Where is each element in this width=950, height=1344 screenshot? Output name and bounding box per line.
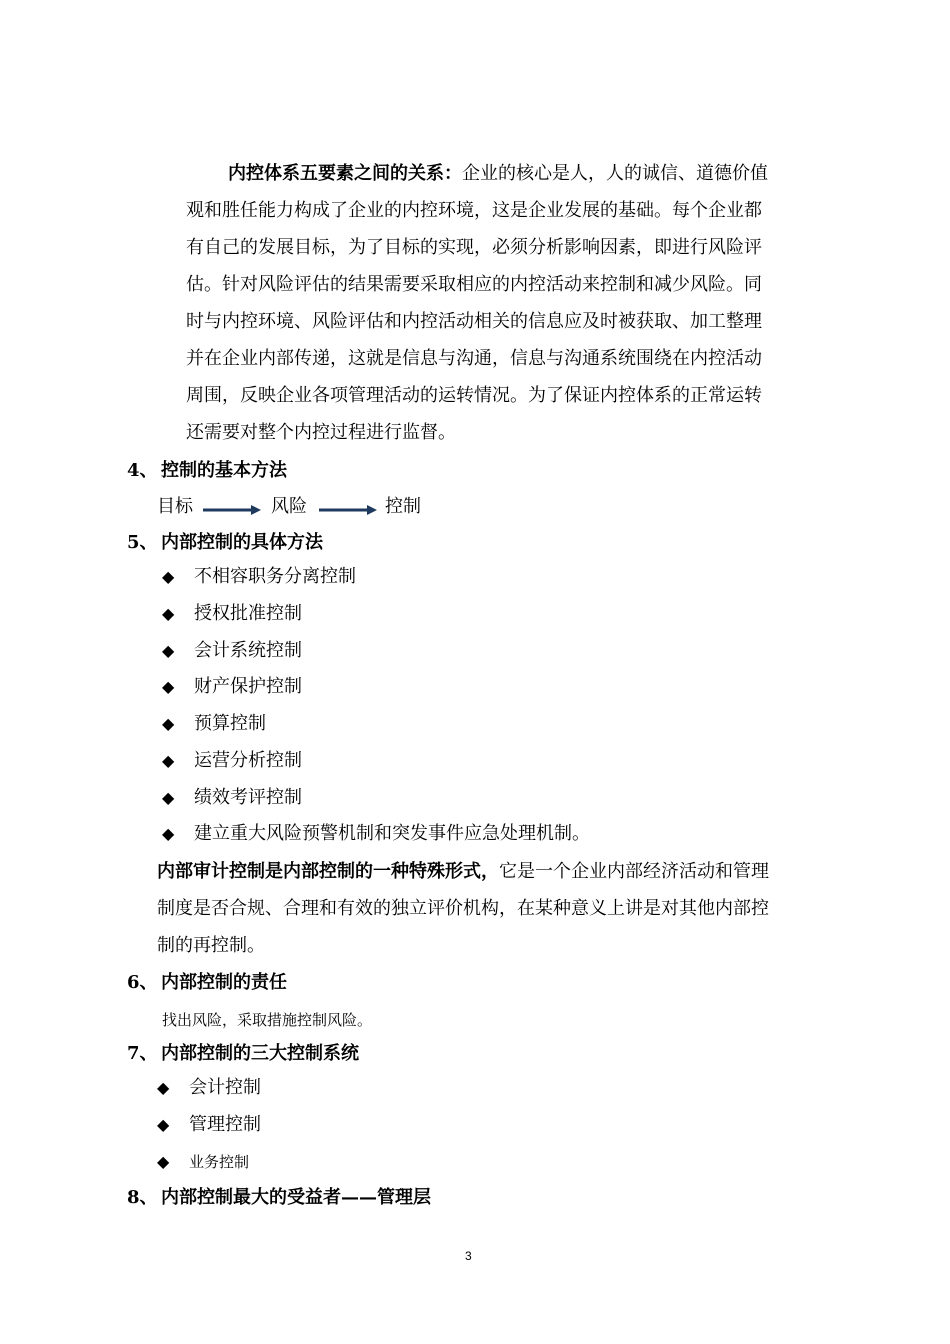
list-item-text: 不相容职务分离控制 xyxy=(194,566,356,587)
section-number: 8、 xyxy=(127,1187,158,1208)
intro-line: 周围，反映企业各项管理活动的运转情况。为了保证内控体系的正常运转 xyxy=(186,385,762,406)
list-item-text: 预算控制 xyxy=(194,713,266,734)
page-number: 3 xyxy=(465,1249,472,1263)
section-title: 内部控制最大的受益者——管理层 xyxy=(161,1187,431,1208)
list-item-text: 会计系统控制 xyxy=(194,640,302,661)
section-number: 7、 xyxy=(127,1043,158,1064)
audit-line: 它是一个企业内部经济活动和管理 xyxy=(499,861,769,882)
audit-lead: 内部审计控制是内部控制的一种特殊形式， xyxy=(157,861,499,882)
flow-step-control: 控制 xyxy=(385,496,421,517)
flow-arrow-icon xyxy=(203,505,261,515)
diamond-bullet-icon: ◆ xyxy=(162,604,175,623)
section-number: 4、 xyxy=(127,460,158,481)
diamond-bullet-icon: ◆ xyxy=(157,1078,170,1097)
list-item-text: 财产保护控制 xyxy=(194,676,302,697)
intro-first-line xyxy=(228,162,768,186)
intro-line: 估。针对风险评估的结果需要采取相应的内控活动来控制和减少风险。同 xyxy=(186,274,762,295)
diamond-bullet-icon: ◆ xyxy=(162,824,175,843)
section-6-heading xyxy=(127,971,287,995)
diamond-bullet-icon: ◆ xyxy=(162,567,175,586)
section-title: 控制的基本方法 xyxy=(161,460,287,481)
audit-first-line xyxy=(157,860,769,884)
list-item-text: 授权批准控制 xyxy=(194,603,302,624)
list-item-text: 管理控制 xyxy=(189,1114,261,1135)
section-number: 5、 xyxy=(127,532,158,553)
intro-line: 还需要对整个内控过程进行监督。 xyxy=(186,422,456,443)
section-number: 6、 xyxy=(127,972,158,993)
intro-line: 有自己的发展目标，为了目标的实现，必须分析影响因素，即进行风险评 xyxy=(186,237,762,258)
flow-arrow-icon xyxy=(319,505,377,515)
diamond-bullet-icon: ◆ xyxy=(162,641,175,660)
diamond-bullet-icon: ◆ xyxy=(157,1152,170,1171)
intro-line: 并在企业内部传递，这就是信息与沟通，信息与沟通系统围绕在内控活动 xyxy=(186,348,762,369)
section-title: 内部控制的具体方法 xyxy=(161,532,323,553)
diamond-bullet-icon: ◆ xyxy=(162,751,175,770)
audit-line: 制的再控制。 xyxy=(157,935,265,956)
intro-line: 企业的核心是人，人的诚信、道德价值 xyxy=(462,163,768,184)
flow-step-risk: 风险 xyxy=(271,496,307,517)
section-title: 内部控制的责任 xyxy=(161,972,287,993)
audit-line: 制度是否合规、合理和有效的独立评价机构，在某种意义上讲是对其他内部控 xyxy=(157,898,769,919)
diamond-bullet-icon: ◆ xyxy=(162,788,175,807)
section-8-heading xyxy=(127,1186,431,1210)
list-item-text: 会计控制 xyxy=(189,1077,261,1098)
flow-step-goal: 目标 xyxy=(157,496,193,517)
list-item-text: 运营分析控制 xyxy=(194,750,302,771)
section-title: 内部控制的三大控制系统 xyxy=(161,1043,359,1064)
intro-lead: 内控体系五要素之间的关系： xyxy=(228,163,462,184)
list-item-text: 绩效考评控制 xyxy=(194,787,302,808)
diamond-bullet-icon: ◆ xyxy=(162,714,175,733)
diamond-bullet-icon: ◆ xyxy=(162,677,175,696)
section-7-heading xyxy=(127,1042,359,1066)
diamond-bullet-icon: ◆ xyxy=(157,1115,170,1134)
section-5-heading xyxy=(127,531,323,555)
section-4-heading xyxy=(127,459,287,483)
intro-line: 观和胜任能力构成了企业的内控环境，这是企业发展的基础。每个企业都 xyxy=(186,200,762,221)
list-item-text: 建立重大风险预警机制和突发事件应急处理机制。 xyxy=(194,823,590,844)
intro-line: 时与内控环境、风险评估和内控活动相关的信息应及时被获取、加工整理 xyxy=(186,311,762,332)
list-item-text: 业务控制 xyxy=(189,1153,250,1171)
section-6-text: 找出风险，采取措施控制风险。 xyxy=(162,1011,373,1029)
